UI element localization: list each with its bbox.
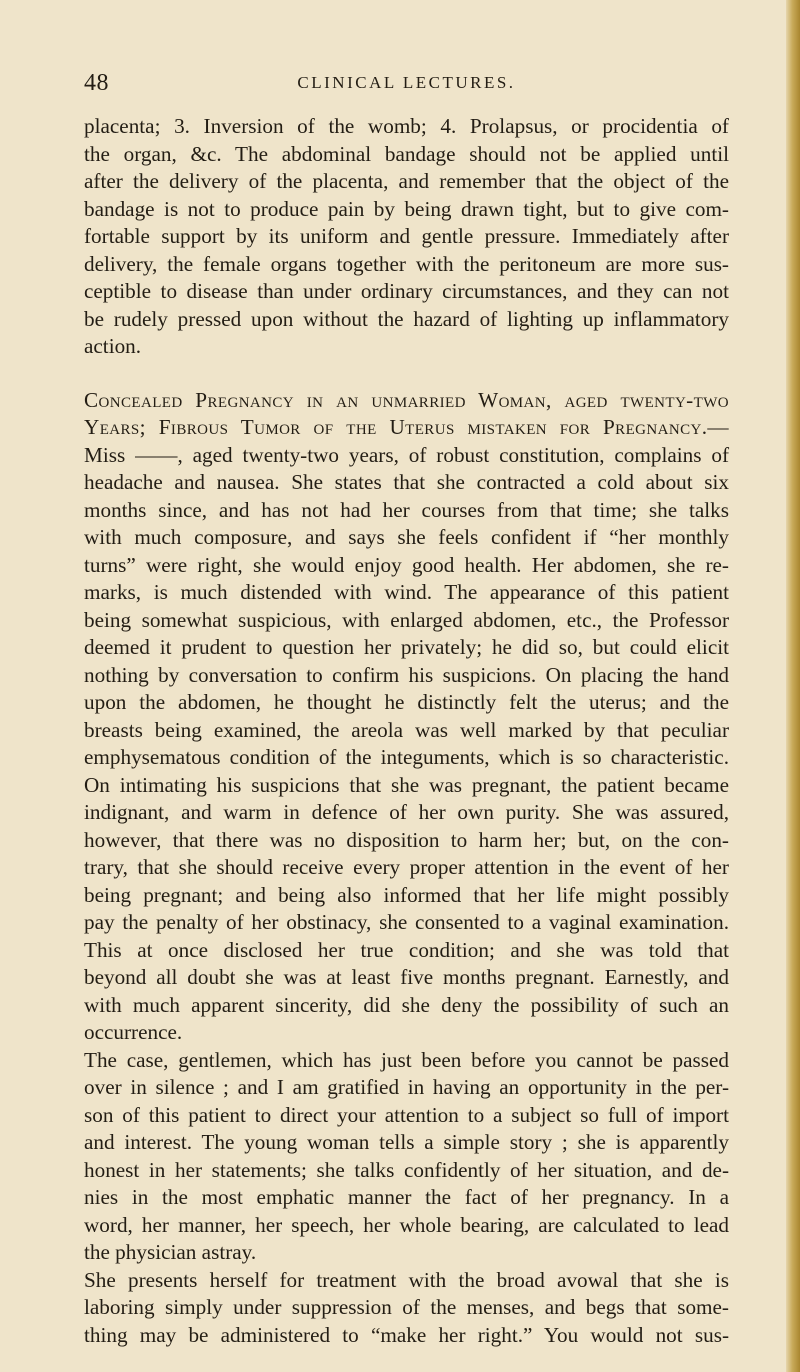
paragraph-discussion — [84, 1047, 729, 1267]
text-line: the organ, &c. The abdominal bandage should not be applied until — [84, 141, 729, 166]
text-line: be rudely pressed upon without the hazard of lighting up inflammatory — [84, 306, 729, 331]
text-line: She presents herself for treatment with the broad avowal that she is — [84, 1267, 729, 1292]
text-line: trary, that she should receive every proper attention in the event of her — [84, 855, 729, 879]
text-line: This at once disclosed her true condition; and she was told that — [84, 937, 729, 962]
text-line: nothing by conversation to confirm his suspicions. On placing the hand — [84, 662, 729, 687]
text-line: however, that there was no disposition to harm her; but, on the con- — [84, 827, 729, 852]
text-line: beyond all doubt she was at least five months pregnant. Earnestly, and — [84, 965, 729, 989]
text-line: months since, and has not had her courses from that time; she talks — [84, 497, 729, 522]
heading-line: Concealed Pregnancy in an unmarried Woman, aged twenty-two — [84, 387, 729, 412]
text-line: over in silence ; and I am gratified in having an opportunity in the per- — [84, 1075, 729, 1099]
paragraph-bandage — [84, 113, 729, 361]
text-line: occurrence. — [84, 1020, 183, 1044]
page-edge — [786, 0, 800, 1372]
text-line: pay the penalty of her obstinacy, she consented to a vaginal examination. — [84, 910, 729, 934]
text-line: headache and nausea. She states that she contracted a cold about six — [84, 470, 729, 494]
text-line: fortable support by its uniform and gentle pressure. Immediately after — [84, 224, 729, 248]
text-line: bandage is not to produce pain by being drawn tight, but to give com- — [84, 196, 729, 221]
text-line: Miss ——, aged twenty-two years, of robust constitution, complains of — [84, 442, 729, 467]
text-line: ceptible to disease than under ordinary circumstances, and they can not — [84, 279, 729, 303]
text-line: On intimating his suspicions that she was pregnant, the patient became — [84, 772, 729, 797]
text-line: thing may be administered to “make her right.” You would not sus- — [84, 1322, 729, 1347]
page-number: 48 — [84, 70, 109, 96]
text-line: being pregnant; and being also informed that her life might possibly — [84, 882, 729, 907]
text-line: marks, is much distended with wind. The appearance of this patient — [84, 580, 729, 604]
text-line: being somewhat suspicious, with enlarged abdomen, etc., the Professor — [84, 607, 729, 632]
case-heading — [84, 387, 729, 442]
running-head: CLINICAL LECTURES. — [297, 73, 516, 92]
text-line: with much apparent sincerity, did she deny the possibility of such an — [84, 992, 729, 1017]
text-line: laboring simply under suppression of the menses, and begs that some- — [84, 1295, 729, 1319]
text-line: after the delivery of the placenta, and remember that the object of the — [84, 169, 729, 193]
text-line: son of this patient to direct your attention to a subject so full of import — [84, 1102, 729, 1127]
text-line: word, her manner, her speech, her whole bearing, are calculated to lead — [84, 1212, 729, 1237]
text-line: the physician astray. — [84, 1240, 257, 1264]
text-line: delivery, the female organs together with the peritoneum are more sus- — [84, 251, 729, 276]
text-line: and interest. The young woman tells a simple story ; she is apparently — [84, 1130, 729, 1154]
text-line: deemed it prudent to question her privately; he did so, but could elicit — [84, 635, 729, 659]
text-line: nies in the most emphatic manner the fact of her pregnancy. In a — [84, 1185, 729, 1209]
section-gap — [84, 361, 729, 387]
text-line: upon the abdomen, he thought he distinctly felt the uterus; and the — [84, 690, 729, 714]
text-line: with much composure, and says she feels confident if “her monthly — [84, 525, 729, 549]
text-line: emphysematous condition of the integuments, which is so characteristic. — [84, 745, 729, 769]
paragraph-case — [84, 442, 729, 1047]
text-line: The case, gentlemen, which has just been before you cannot be passed — [84, 1047, 729, 1072]
text-line: action. — [84, 334, 142, 358]
heading-line: Years; Fibrous Tumor of the Uterus mistaken for Pregnancy.— — [84, 415, 729, 439]
page-body — [84, 113, 729, 1349]
text-line: breasts being examined, the areola was well marked by that peculiar — [84, 717, 729, 742]
text-line: placenta; 3. Inversion of the womb; 4. Prolapsus, or procidentia of — [84, 114, 729, 138]
text-line: indignant, and warm in defence of her own purity. She was assured, — [84, 800, 729, 824]
page-header — [84, 70, 729, 104]
paragraph-presentation — [84, 1267, 729, 1350]
text-line: turns” were right, she would enjoy good health. Her abdomen, she re- — [84, 552, 729, 577]
text-line: honest in her statements; she talks confidently of her situation, and de- — [84, 1157, 729, 1182]
